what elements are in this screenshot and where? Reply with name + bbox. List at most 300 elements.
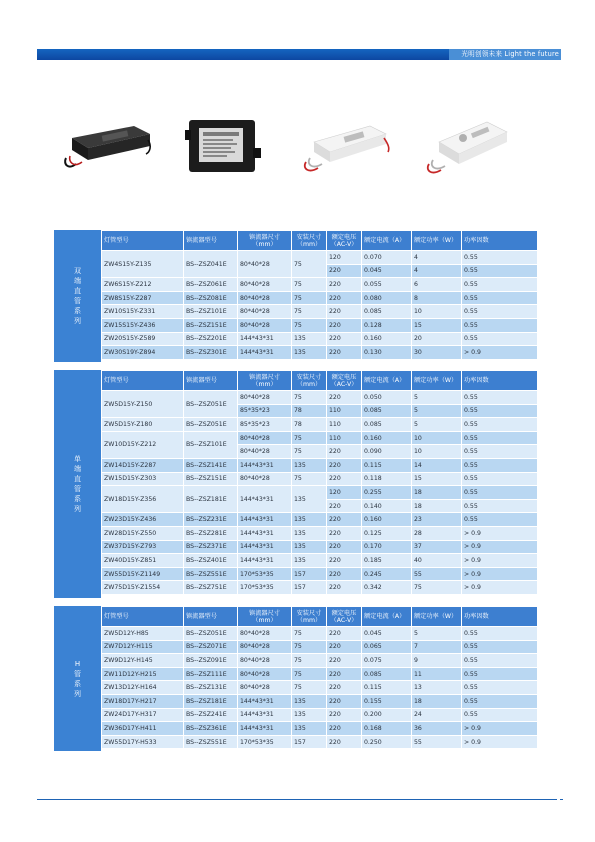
cell-power: 15 (412, 472, 462, 486)
cell-lamp: ZW11D12Y-H215 (102, 667, 184, 681)
cell-voltage: 220 (327, 278, 362, 292)
column-header: 镇流器尺寸 （mm） (238, 371, 292, 391)
header-banner (37, 49, 561, 60)
label-char: 列 (74, 317, 81, 325)
cell-current: 0.075 (362, 654, 412, 668)
cell-voltage: 220 (327, 472, 362, 486)
cell-size: 80*40*28 (238, 391, 292, 405)
cell-voltage: 220 (327, 526, 362, 540)
cell-current: 0.045 (362, 264, 412, 278)
cell-lamp: ZW23D15Y-Z436 (102, 513, 184, 527)
cell-mount: 75 (292, 654, 327, 668)
cell-mount: 75 (292, 278, 327, 292)
table-row (102, 291, 538, 305)
cell-voltage: 220 (327, 640, 362, 654)
cell-mount: 75 (292, 472, 327, 486)
cell-pf: 0.55 (462, 332, 538, 346)
cell-lamp: ZW18D15Y-Z356 (102, 486, 184, 513)
table-row (102, 540, 538, 554)
cell-ballast: BS--ZSZ301E (184, 346, 238, 360)
column-header: 额定电压 （AC-V） (327, 231, 362, 251)
cell-current: 0.155 (362, 694, 412, 708)
cell-lamp: ZW4S15Y-Z135 (102, 251, 184, 278)
cell-voltage: 220 (327, 513, 362, 527)
cell-current: 0.160 (362, 332, 412, 346)
cell-power: 10 (412, 305, 462, 319)
column-header: 安装尺寸 （mm） (292, 371, 327, 391)
cell-ballast: BS--ZSZ241E (184, 708, 238, 722)
cell-mount: 135 (292, 526, 327, 540)
cell-power: 9 (412, 654, 462, 668)
column-header: 额定电压 （AC-V） (327, 371, 362, 391)
table-row (102, 708, 538, 722)
table-row (102, 458, 538, 472)
cell-current: 0.130 (362, 346, 412, 360)
cell-size: 80*40*28 (238, 318, 292, 332)
cell-size: 144*43*31 (238, 708, 292, 722)
white-ballast-image (300, 118, 392, 176)
label-char: 系 (74, 307, 81, 315)
label-char: 列 (74, 689, 81, 698)
cell-lamp: ZW55D15Y-Z1149 (102, 567, 184, 581)
column-header: 额定电流（A） (362, 371, 412, 391)
cell-power: 18 (412, 694, 462, 708)
spec-table (101, 230, 538, 360)
cell-ballast: BS--ZSZ361E (184, 722, 238, 736)
cell-power: 30 (412, 346, 462, 360)
cell-size: 80*40*28 (238, 445, 292, 459)
table-body (102, 391, 538, 595)
cell-size: 80*40*28 (238, 251, 292, 278)
cell-mount: 75 (292, 681, 327, 695)
cell-power: 5 (412, 627, 462, 641)
cell-mount: 75 (292, 318, 327, 332)
table-row (102, 278, 538, 292)
cell-voltage: 220 (327, 305, 362, 319)
column-header: 额定电流（A） (362, 231, 412, 251)
cell-lamp: ZW5D15Y-Z150 (102, 391, 184, 418)
cell-power: 37 (412, 540, 462, 554)
column-header: 额定功率（W） (412, 607, 462, 627)
cell-size: 80*40*28 (238, 627, 292, 641)
cell-size: 80*40*28 (238, 431, 292, 445)
label-char: 列 (74, 505, 81, 513)
cell-power: 15 (412, 318, 462, 332)
cell-lamp: ZW15S15Y-Z436 (102, 318, 184, 332)
cell-size: 85*35*23 (238, 404, 292, 418)
cell-ballast: BS--ZSZ061E (184, 278, 238, 292)
table-row (102, 332, 538, 346)
section-label (54, 606, 101, 751)
column-header: 功率因数 (462, 231, 538, 251)
cell-voltage: 220 (327, 567, 362, 581)
cell-pf: 0.55 (462, 251, 538, 265)
cell-current: 0.118 (362, 472, 412, 486)
cell-current: 0.170 (362, 540, 412, 554)
cell-size: 80*40*28 (238, 654, 292, 668)
cell-voltage: 220 (327, 458, 362, 472)
cell-ballast: BS--ZSZ201E (184, 332, 238, 346)
cell-lamp: ZW10D15Y-Z212 (102, 431, 184, 458)
cell-power: 6 (412, 278, 462, 292)
cell-size: 144*43*31 (238, 458, 292, 472)
cell-voltage: 220 (327, 654, 362, 668)
section-label (54, 370, 101, 598)
cell-ballast: BS--ZSZ551E (184, 735, 238, 749)
cell-lamp: ZW13D12Y-H164 (102, 681, 184, 695)
cell-voltage: 220 (327, 708, 362, 722)
cell-lamp: ZW37D15Y-Z793 (102, 540, 184, 554)
column-header: 灯管型号 (102, 231, 184, 251)
cell-lamp: ZW24D17Y-H317 (102, 708, 184, 722)
cell-pf: 0.55 (462, 278, 538, 292)
cell-size: 144*43*31 (238, 332, 292, 346)
table-row (102, 581, 538, 595)
cell-size: 144*43*31 (238, 486, 292, 513)
cell-lamp: ZW36D17Y-H411 (102, 722, 184, 736)
table-row (102, 567, 538, 581)
cell-size: 144*43*31 (238, 554, 292, 568)
cell-power: 5 (412, 404, 462, 418)
cell-power: 18 (412, 499, 462, 513)
cell-mount: 135 (292, 332, 327, 346)
column-header: 额定功率（W） (412, 231, 462, 251)
cell-pf: 0.55 (462, 404, 538, 418)
column-header: 镇流器尺寸 （mm） (238, 607, 292, 627)
cell-pf: 0.55 (462, 681, 538, 695)
white-ballast-angled-image (425, 116, 513, 178)
table-row (102, 418, 538, 432)
label-char: 系 (74, 679, 81, 688)
table-body (102, 251, 538, 360)
cell-lamp: ZW6S15Y-Z212 (102, 278, 184, 292)
cell-ballast: BS--ZSZ141E (184, 458, 238, 472)
cell-pf: 0.55 (462, 391, 538, 405)
cell-size: 80*40*28 (238, 291, 292, 305)
cell-power: 18 (412, 486, 462, 500)
table-row (102, 513, 538, 527)
cell-ballast: BS--ZSZ281E (184, 526, 238, 540)
cell-power: 23 (412, 513, 462, 527)
cell-mount: 157 (292, 735, 327, 749)
cell-current: 0.160 (362, 513, 412, 527)
cell-size: 170*53*35 (238, 581, 292, 595)
section-h-tube (54, 606, 537, 751)
cell-power: 11 (412, 667, 462, 681)
column-header: 镇流器型号 (184, 607, 238, 627)
cell-mount: 75 (292, 431, 327, 445)
table-row (102, 627, 538, 641)
cell-size: 170*53*35 (238, 735, 292, 749)
cell-current: 0.140 (362, 499, 412, 513)
cell-power: 10 (412, 431, 462, 445)
cell-power: 20 (412, 332, 462, 346)
cell-lamp: ZW40D15Y-Z851 (102, 554, 184, 568)
cell-pf: 0.55 (462, 318, 538, 332)
cell-ballast: BS--ZSZ091E (184, 654, 238, 668)
cell-current: 0.050 (362, 391, 412, 405)
cell-lamp: ZW10S15Y-Z331 (102, 305, 184, 319)
label-char: H (74, 659, 81, 668)
cell-pf: 0.55 (462, 640, 538, 654)
cell-voltage: 220 (327, 332, 362, 346)
cell-lamp: ZW30S19Y-Z894 (102, 346, 184, 360)
column-header: 额定电压 （AC-V） (327, 607, 362, 627)
product-photos (0, 100, 595, 190)
banner-slogan: 光明创领未来 Light the future (449, 49, 561, 60)
cell-power: 5 (412, 391, 462, 405)
cell-size: 85*35*23 (238, 418, 292, 432)
cell-pf: 0.55 (462, 291, 538, 305)
cell-lamp: ZW14D15Y-Z287 (102, 458, 184, 472)
cell-size: 80*40*28 (238, 667, 292, 681)
cell-pf: > 0.9 (462, 722, 538, 736)
cell-mount: 135 (292, 486, 327, 513)
cell-voltage: 220 (327, 694, 362, 708)
table-row (102, 667, 538, 681)
cell-current: 0.115 (362, 458, 412, 472)
cell-size: 80*40*28 (238, 640, 292, 654)
section-label (54, 230, 101, 362)
cell-ballast: BS--ZSZ051E (184, 418, 238, 432)
column-header: 额定功率（W） (412, 371, 462, 391)
table-row (102, 346, 538, 360)
cell-mount: 75 (292, 445, 327, 459)
cell-current: 0.080 (362, 291, 412, 305)
cell-mount: 135 (292, 540, 327, 554)
cell-mount: 75 (292, 305, 327, 319)
cell-ballast: BS--ZSZ231E (184, 513, 238, 527)
column-header: 灯管型号 (102, 371, 184, 391)
cell-current: 0.055 (362, 278, 412, 292)
cell-size: 144*43*31 (238, 722, 292, 736)
cell-voltage: 220 (327, 346, 362, 360)
cell-mount: 75 (292, 640, 327, 654)
cell-current: 0.185 (362, 554, 412, 568)
cell-voltage: 220 (327, 264, 362, 278)
cell-power: 75 (412, 581, 462, 595)
cell-pf: > 0.9 (462, 567, 538, 581)
table-row (102, 305, 538, 319)
cell-lamp: ZW28D15Y-Z550 (102, 526, 184, 540)
cell-power: 4 (412, 251, 462, 265)
cell-pf: 0.55 (462, 431, 538, 445)
cell-voltage: 120 (327, 251, 362, 265)
cell-size: 144*43*31 (238, 694, 292, 708)
label-char: 系 (74, 495, 81, 503)
cell-size: 170*53*35 (238, 567, 292, 581)
cell-pf: > 0.9 (462, 735, 538, 749)
cell-size: 80*40*28 (238, 305, 292, 319)
cell-mount: 135 (292, 458, 327, 472)
cell-pf: 0.55 (462, 654, 538, 668)
cell-ballast: BS--ZSZ181E (184, 486, 238, 513)
table-header (102, 607, 538, 627)
cell-power: 13 (412, 681, 462, 695)
cell-voltage: 220 (327, 667, 362, 681)
label-char: 管 (74, 485, 81, 493)
table-header (102, 231, 538, 251)
cell-ballast: BS--ZSZ131E (184, 681, 238, 695)
cell-size: 144*43*31 (238, 513, 292, 527)
cell-size: 144*43*31 (238, 540, 292, 554)
cell-mount: 135 (292, 722, 327, 736)
cell-ballast: BS--ZSZ151E (184, 318, 238, 332)
cell-voltage: 220 (327, 627, 362, 641)
column-header: 镇流器型号 (184, 371, 238, 391)
cell-voltage: 220 (327, 581, 362, 595)
cell-ballast: BS--ZSZ101E (184, 431, 238, 458)
cell-lamp: ZW5D12Y-H85 (102, 627, 184, 641)
cell-lamp: ZW20S15Y-Z589 (102, 332, 184, 346)
cell-mount: 135 (292, 513, 327, 527)
cell-current: 0.160 (362, 431, 412, 445)
spec-table (101, 606, 538, 749)
cell-size: 80*40*28 (238, 278, 292, 292)
cell-current: 0.125 (362, 526, 412, 540)
cell-pf: > 0.9 (462, 540, 538, 554)
table-body (102, 627, 538, 749)
cell-power: 28 (412, 526, 462, 540)
cell-power: 55 (412, 567, 462, 581)
cell-pf: > 0.9 (462, 346, 538, 360)
table-row (102, 318, 538, 332)
cell-lamp: ZW15D15Y-Z303 (102, 472, 184, 486)
cell-pf: 0.55 (462, 694, 538, 708)
cell-voltage: 120 (327, 486, 362, 500)
cell-current: 0.065 (362, 640, 412, 654)
cell-power: 36 (412, 722, 462, 736)
cell-mount: 157 (292, 567, 327, 581)
cell-size: 144*43*31 (238, 346, 292, 360)
cell-mount: 135 (292, 694, 327, 708)
cell-current: 0.128 (362, 318, 412, 332)
cell-mount: 135 (292, 708, 327, 722)
cell-current: 0.045 (362, 627, 412, 641)
cell-current: 0.342 (362, 581, 412, 595)
label-char: 端 (74, 465, 81, 473)
table-row (102, 472, 538, 486)
cell-pf: 0.55 (462, 667, 538, 681)
cell-ballast: BS--ZSZ101E (184, 305, 238, 319)
cell-pf: 0.55 (462, 264, 538, 278)
cell-lamp: ZW55D17Y-H533 (102, 735, 184, 749)
cell-mount: 135 (292, 554, 327, 568)
column-header: 灯管型号 (102, 607, 184, 627)
cell-power: 5 (412, 418, 462, 432)
column-header: 镇流器尺寸 （mm） (238, 231, 292, 251)
label-char: 双 (74, 267, 81, 275)
cell-size: 144*43*31 (238, 526, 292, 540)
cell-voltage: 220 (327, 318, 362, 332)
cell-power: 4 (412, 264, 462, 278)
cell-pf: 0.55 (462, 513, 538, 527)
cell-lamp: ZW9D12Y-H145 (102, 654, 184, 668)
column-header: 额定电流（A） (362, 607, 412, 627)
table-row (102, 694, 538, 708)
cell-voltage: 110 (327, 404, 362, 418)
cell-pf: > 0.9 (462, 554, 538, 568)
cell-mount: 78 (292, 418, 327, 432)
banner-dark-segment (37, 49, 449, 60)
cell-power: 7 (412, 640, 462, 654)
spec-table (101, 370, 538, 595)
cell-power: 55 (412, 735, 462, 749)
cell-pf: 0.55 (462, 458, 538, 472)
label-char: 管 (74, 297, 81, 305)
label-char: 端 (74, 277, 81, 285)
cell-lamp: ZW8S15Y-Z287 (102, 291, 184, 305)
column-header: 镇流器型号 (184, 231, 238, 251)
cell-lamp: ZW75D15Y-Z1554 (102, 581, 184, 595)
cell-power: 10 (412, 445, 462, 459)
column-header: 安装尺寸 （mm） (292, 231, 327, 251)
column-header: 功率因数 (462, 607, 538, 627)
cell-ballast: BS--ZSZ751E (184, 581, 238, 595)
cell-size: 80*40*28 (238, 472, 292, 486)
cell-ballast: BS--ZSZ071E (184, 640, 238, 654)
cell-ballast: BS--ZSZ081E (184, 291, 238, 305)
cell-pf: 0.55 (462, 708, 538, 722)
cell-current: 0.090 (362, 445, 412, 459)
cell-ballast: BS--ZSZ051E (184, 627, 238, 641)
cell-current: 0.085 (362, 667, 412, 681)
column-header: 功率因数 (462, 371, 538, 391)
cell-current: 0.168 (362, 722, 412, 736)
cell-current: 0.245 (362, 567, 412, 581)
table-row (102, 251, 538, 265)
label-char: 管 (74, 669, 81, 678)
cell-power: 40 (412, 554, 462, 568)
cell-ballast: BS--ZSZ111E (184, 667, 238, 681)
cell-mount: 75 (292, 251, 327, 278)
cell-pf: 0.55 (462, 499, 538, 513)
table-row (102, 654, 538, 668)
cell-lamp: ZW18D17Y-H217 (102, 694, 184, 708)
cell-power: 24 (412, 708, 462, 722)
cell-mount: 75 (292, 627, 327, 641)
cell-voltage: 220 (327, 722, 362, 736)
cell-pf: 0.55 (462, 486, 538, 500)
table-row (102, 554, 538, 568)
cell-voltage: 220 (327, 391, 362, 405)
footer-divider-end (560, 799, 563, 800)
column-header: 安装尺寸 （mm） (292, 607, 327, 627)
section-single-ended (54, 370, 537, 598)
cell-mount: 135 (292, 346, 327, 360)
cell-current: 0.250 (362, 735, 412, 749)
cell-voltage: 110 (327, 418, 362, 432)
cell-current: 0.085 (362, 418, 412, 432)
cell-pf: > 0.9 (462, 526, 538, 540)
cell-pf: 0.55 (462, 305, 538, 319)
cell-power: 14 (412, 458, 462, 472)
table-header (102, 371, 538, 391)
cell-ballast: BS--ZSZ051E (184, 391, 238, 418)
label-char: 单 (74, 455, 81, 463)
table-row (102, 722, 538, 736)
table-row (102, 640, 538, 654)
label-char: 直 (74, 475, 81, 483)
cell-voltage: 220 (327, 681, 362, 695)
cell-voltage: 220 (327, 540, 362, 554)
table-row (102, 391, 538, 405)
cell-voltage: 220 (327, 554, 362, 568)
cell-voltage: 220 (327, 735, 362, 749)
cell-ballast: BS--ZSZ181E (184, 694, 238, 708)
cell-mount: 75 (292, 391, 327, 405)
table-row (102, 431, 538, 445)
